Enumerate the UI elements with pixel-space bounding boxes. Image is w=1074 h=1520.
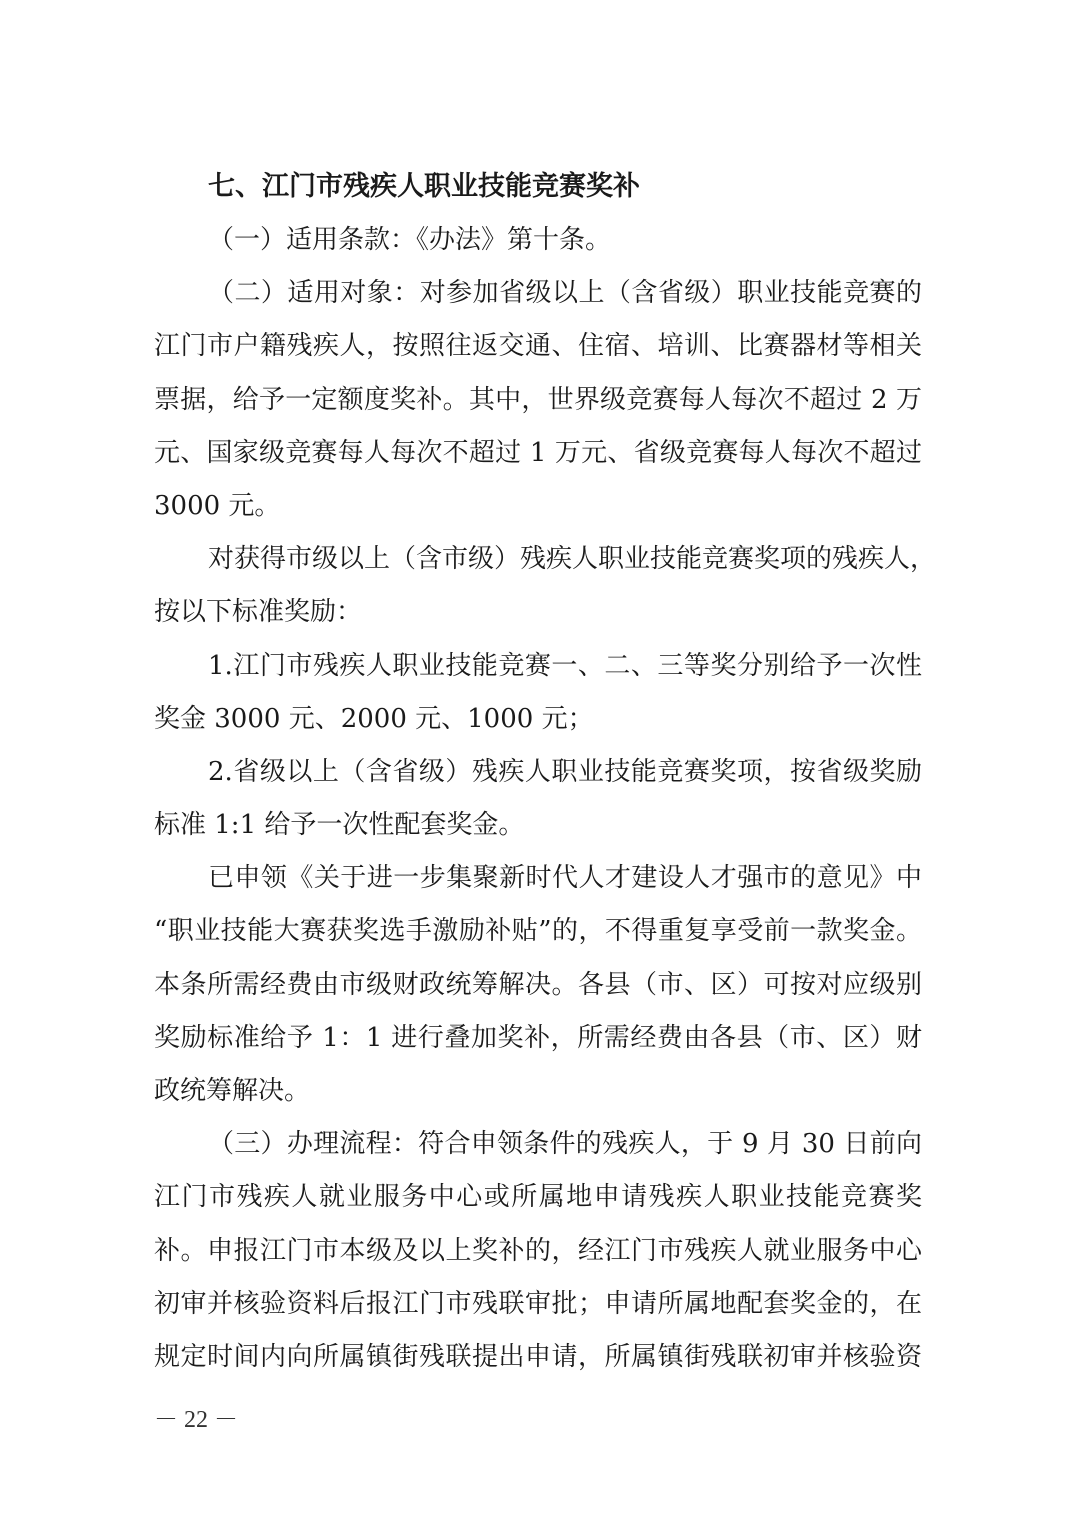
text-line: 票据，给予一定额度奖补。其中，世界级竞赛每人每次不超过 2 万 — [154, 384, 922, 415]
text-line: 本条所需经费由市级财政统筹解决。各县（市、区）可按对应级别 — [154, 969, 922, 1000]
paragraph-applicable-target — [154, 267, 922, 533]
text-line: 补。申报江门市本级及以上奖补的，经江门市残疾人就业服务中心 — [154, 1235, 922, 1266]
paragraph-reward-intro — [154, 533, 937, 639]
text-line: 初审并核验资料后报江门市残联审批；申请所属地配套奖金的，在 — [154, 1288, 922, 1319]
text-line: 1.江门市残疾人职业技能竞赛一、二、三等奖分别给予一次性 — [208, 650, 922, 681]
text-line: （二）适用对象：对参加省级以上（含省级）职业技能竞赛的 — [208, 278, 922, 309]
text-line: 按以下标准奖励： — [154, 597, 363, 628]
text-line: 江门市户籍残疾人，按照往返交通、住宿、培训、比赛器材等相关 — [154, 331, 922, 362]
text-line: 江门市残疾人就业服务中心或所属地申请残疾人职业技能竞赛奖 — [154, 1182, 922, 1213]
section-heading: 七、江门市残疾人职业技能竞赛奖补 — [208, 171, 640, 202]
paragraph-process — [154, 1118, 922, 1384]
text-line: 奖励标准给予 1：1 进行叠加奖补，所需经费由各县（市、区）财 — [154, 1022, 922, 1053]
text-line: 规定时间内向所属镇街残联提出申请，所属镇街残联初审并核验资 — [154, 1341, 922, 1372]
text-line: 3000 元。 — [154, 490, 281, 521]
text-line: 政统筹解决。 — [154, 1076, 311, 1106]
text-line: 对获得市级以上（含市级）残疾人职业技能竞赛奖项的残疾人， — [208, 544, 937, 575]
text-line: 标准 1:1 给予一次性配套奖金。 — [154, 810, 525, 841]
text-line: （一）适用条款：《办法》第十条。 — [208, 225, 612, 255]
text-line: “职业技能大赛获奖选手激励补贴”的，不得重复享受前一款奖金。 — [154, 916, 922, 947]
paragraph-applicable-clause — [154, 214, 922, 267]
text-line: 奖金 3000 元、2000 元、1000 元； — [154, 703, 594, 734]
text-line: 2.省级以上（含省级）残疾人职业技能竞赛奖项，按省级奖励 — [208, 756, 922, 787]
paragraph-reward-item-2 — [154, 746, 922, 852]
paragraph-funding-note — [154, 852, 922, 1118]
paragraph-reward-item-1 — [154, 640, 922, 746]
text-line: 已申领《关于进一步集聚新时代人才建设人才强市的意见》中 — [208, 863, 922, 894]
document-body — [154, 160, 937, 1384]
text-line: 元、国家级竞赛每人每次不超过 1 万元、省级竞赛每人每次不超过 — [154, 437, 922, 468]
page-number: － 22 － — [154, 1407, 238, 1433]
text-line: （三）办理流程：符合申领条件的残疾人，于 9 月 30 日前向 — [208, 1129, 922, 1160]
